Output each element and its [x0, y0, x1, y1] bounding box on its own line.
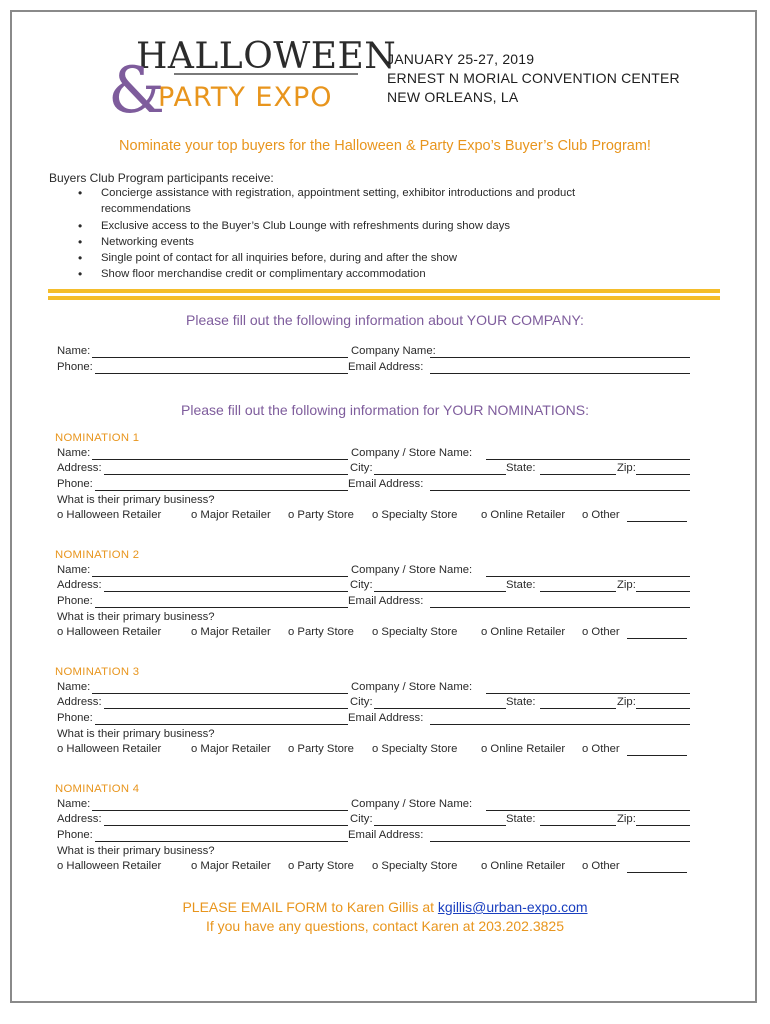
nominee-zip-field[interactable]	[636, 474, 690, 475]
other-business-field[interactable]	[627, 872, 687, 873]
nominee-name-field[interactable]	[92, 576, 348, 577]
name-label: Name:	[57, 447, 91, 459]
your-name-field[interactable]	[92, 357, 348, 358]
divider-rule	[48, 289, 720, 293]
address-label: Address:	[57, 813, 102, 825]
option-online-retailer[interactable]: o Online Retailer	[481, 626, 566, 638]
nomination-row-address	[0, 813, 770, 827]
option-specialty-store[interactable]: o Specialty Store	[372, 626, 458, 638]
email-label: Email Address:	[348, 478, 424, 490]
nominee-email-field[interactable]	[430, 724, 690, 725]
option-party-store[interactable]: o Party Store	[288, 860, 354, 872]
option-online-retailer[interactable]: o Online Retailer	[481, 860, 566, 872]
nominee-city-field[interactable]	[374, 708, 506, 709]
divider-rule	[48, 296, 720, 300]
option-online-retailer[interactable]: o Online Retailer	[481, 509, 566, 521]
nomination-row-phone	[0, 595, 770, 609]
halloween-party-expo-logo	[108, 32, 397, 128]
nominee-email-field[interactable]	[430, 490, 690, 491]
nominee-phone-field[interactable]	[95, 607, 348, 608]
benefits-title: Buyers Club Program participants receive:	[49, 171, 274, 185]
nomination-row-name	[0, 447, 770, 461]
name-label: Name:	[57, 564, 91, 576]
nomination-row-name	[0, 798, 770, 812]
city-label: City:	[350, 813, 373, 825]
event-dates: JANUARY 25-27, 2019	[387, 51, 535, 67]
state-label: State:	[506, 813, 536, 825]
option-major-retailer[interactable]: o Major Retailer	[191, 509, 271, 521]
primary-business-question: What is their primary business?	[57, 845, 215, 857]
nominee-company-field[interactable]	[486, 576, 690, 577]
nominee-city-field[interactable]	[374, 591, 506, 592]
nominations-section-heading: Please fill out the following information for YOUR NOMINATIONS:	[181, 402, 589, 418]
your-phone-field[interactable]	[95, 373, 348, 374]
phone-label: Phone:	[57, 829, 93, 841]
email-label: Email Address:	[348, 712, 424, 724]
nominee-zip-field[interactable]	[636, 591, 690, 592]
email-label: Email Address:	[348, 361, 424, 373]
option-halloween-retailer[interactable]: o Halloween Retailer	[57, 743, 162, 755]
your-email-field[interactable]	[430, 373, 690, 374]
nominee-state-field[interactable]	[540, 591, 616, 592]
nomination-title: NOMINATION 2	[55, 549, 140, 561]
nominee-state-field[interactable]	[540, 825, 616, 826]
nomination-row-address	[0, 579, 770, 593]
primary-business-question: What is their primary business?	[57, 728, 215, 740]
logo-ampersand: &	[108, 54, 165, 128]
option-party-store[interactable]: o Party Store	[288, 509, 354, 521]
nominee-company-field[interactable]	[486, 693, 690, 694]
nominee-company-field[interactable]	[486, 459, 690, 460]
zip-label: Zip:	[617, 813, 636, 825]
nomination-row-phone	[0, 829, 770, 843]
nomination-title: NOMINATION 4	[55, 783, 140, 795]
name-label: Name:	[57, 681, 91, 693]
nominee-state-field[interactable]	[540, 474, 616, 475]
option-halloween-retailer[interactable]: o Halloween Retailer	[57, 626, 162, 638]
other-business-field[interactable]	[627, 755, 687, 756]
benefit-item: • Concierge assistance with registration, appointment setting, exhibitor introductions and product recommendations	[76, 185, 656, 218]
nominee-phone-field[interactable]	[95, 724, 348, 725]
nominee-phone-field[interactable]	[95, 490, 348, 491]
option-other[interactable]: o Other	[582, 626, 620, 638]
option-online-retailer[interactable]: o Online Retailer	[481, 743, 566, 755]
state-label: State:	[506, 696, 536, 708]
city-label: City:	[350, 696, 373, 708]
nominee-name-field[interactable]	[92, 459, 348, 460]
nomination-row-name	[0, 564, 770, 578]
company-store-label: Company / Store Name:	[351, 681, 473, 693]
headline: Nominate your top buyers for the Halloween & Party Expo’s Buyer’s Club Program!	[119, 138, 651, 154]
nominee-zip-field[interactable]	[636, 708, 690, 709]
address-label: Address:	[57, 579, 102, 591]
primary-business-options	[57, 626, 697, 640]
nominee-city-field[interactable]	[374, 825, 506, 826]
nominee-address-field[interactable]	[104, 591, 348, 592]
benefit-item: • Show floor merchandise credit or complimentary accommodation	[76, 266, 656, 282]
option-specialty-store[interactable]: o Specialty Store	[372, 509, 458, 521]
event-city: NEW ORLEANS, LA	[387, 89, 519, 105]
zip-label: Zip:	[617, 579, 636, 591]
company-section-heading: Please fill out the following information about YOUR COMPANY:	[186, 312, 584, 328]
logo-line-2: PARTY EXPO	[158, 82, 333, 113]
footer-questions: If you have any questions, contact Karen at 203.202.3825	[205, 918, 565, 934]
primary-business-options	[57, 743, 697, 757]
nomination-row-address	[0, 696, 770, 710]
name-label: Name:	[57, 798, 91, 810]
state-label: State:	[506, 462, 536, 474]
phone-label: Phone:	[57, 712, 93, 724]
option-halloween-retailer[interactable]: o Halloween Retailer	[57, 509, 162, 521]
nominee-email-field[interactable]	[430, 607, 690, 608]
company-name-field[interactable]	[430, 357, 690, 358]
company-store-label: Company / Store Name:	[351, 798, 473, 810]
benefit-item: • Single point of contact for all inquiries before, during and after the show	[76, 250, 656, 266]
event-venue: ERNEST N MORIAL CONVENTION CENTER	[387, 70, 680, 86]
benefit-item: • Networking events	[76, 234, 656, 250]
footer-email-line	[0, 899, 770, 915]
primary-business-options	[57, 509, 697, 523]
state-label: State:	[506, 579, 536, 591]
nominee-name-field[interactable]	[92, 810, 348, 811]
email-label: Email Address:	[348, 595, 424, 607]
other-business-field[interactable]	[627, 638, 687, 639]
footer-email-prefix: PLEASE EMAIL FORM to Karen Gillis at	[182, 899, 438, 915]
nominee-address-field[interactable]	[104, 708, 348, 709]
option-specialty-store[interactable]: o Specialty Store	[372, 743, 458, 755]
phone-label: Phone:	[57, 478, 93, 490]
nominee-email-field[interactable]	[430, 841, 690, 842]
phone-label: Phone:	[57, 361, 93, 373]
phone-label: Phone:	[57, 595, 93, 607]
option-party-store[interactable]: o Party Store	[288, 626, 354, 638]
email-link[interactable]: kgillis@urban-expo.com	[437, 899, 588, 915]
other-business-field[interactable]	[627, 521, 687, 522]
zip-label: Zip:	[617, 696, 636, 708]
benefit-item: • Exclusive access to the Buyer’s Club Lounge with refreshments during show days	[76, 218, 656, 234]
nominee-company-field[interactable]	[486, 810, 690, 811]
nomination-row-phone	[0, 712, 770, 726]
nomination-row-name	[0, 681, 770, 695]
company-store-label: Company / Store Name:	[351, 564, 473, 576]
option-other[interactable]: o Other	[582, 743, 620, 755]
nomination-title: NOMINATION 1	[55, 432, 140, 444]
city-label: City:	[350, 579, 373, 591]
nominee-zip-field[interactable]	[636, 825, 690, 826]
address-label: Address:	[57, 696, 102, 708]
benefits-list	[76, 185, 656, 283]
option-other[interactable]: o Other	[582, 509, 620, 521]
primary-business-options	[57, 860, 697, 874]
primary-business-question: What is their primary business?	[57, 494, 215, 506]
option-specialty-store[interactable]: o Specialty Store	[372, 860, 458, 872]
nominee-city-field[interactable]	[374, 474, 506, 475]
option-major-retailer[interactable]: o Major Retailer	[191, 743, 271, 755]
nomination-title: NOMINATION 3	[55, 666, 140, 678]
nominee-address-field[interactable]	[104, 825, 348, 826]
primary-business-question: What is their primary business?	[57, 611, 215, 623]
company-row-1	[0, 345, 770, 359]
nomination-row-address	[0, 462, 770, 476]
option-party-store[interactable]: o Party Store	[288, 743, 354, 755]
option-halloween-retailer[interactable]: o Halloween Retailer	[57, 860, 162, 872]
option-major-retailer[interactable]: o Major Retailer	[191, 860, 271, 872]
nominee-phone-field[interactable]	[95, 841, 348, 842]
company-name-label: Name:	[57, 345, 91, 357]
company-store-label: Company / Store Name:	[351, 447, 473, 459]
email-label: Email Address:	[348, 829, 424, 841]
nominee-state-field[interactable]	[540, 708, 616, 709]
option-other[interactable]: o Other	[582, 860, 620, 872]
nomination-row-phone	[0, 478, 770, 492]
nominee-address-field[interactable]	[104, 474, 348, 475]
company-name-label: Company Name:	[351, 345, 436, 357]
nominee-name-field[interactable]	[92, 693, 348, 694]
city-label: City:	[350, 462, 373, 474]
option-major-retailer[interactable]: o Major Retailer	[191, 626, 271, 638]
zip-label: Zip:	[617, 462, 636, 474]
logo-line-1: HALLOWEEN	[136, 36, 397, 77]
company-row-2	[0, 361, 770, 375]
event-info	[387, 50, 680, 107]
address-label: Address:	[57, 462, 102, 474]
